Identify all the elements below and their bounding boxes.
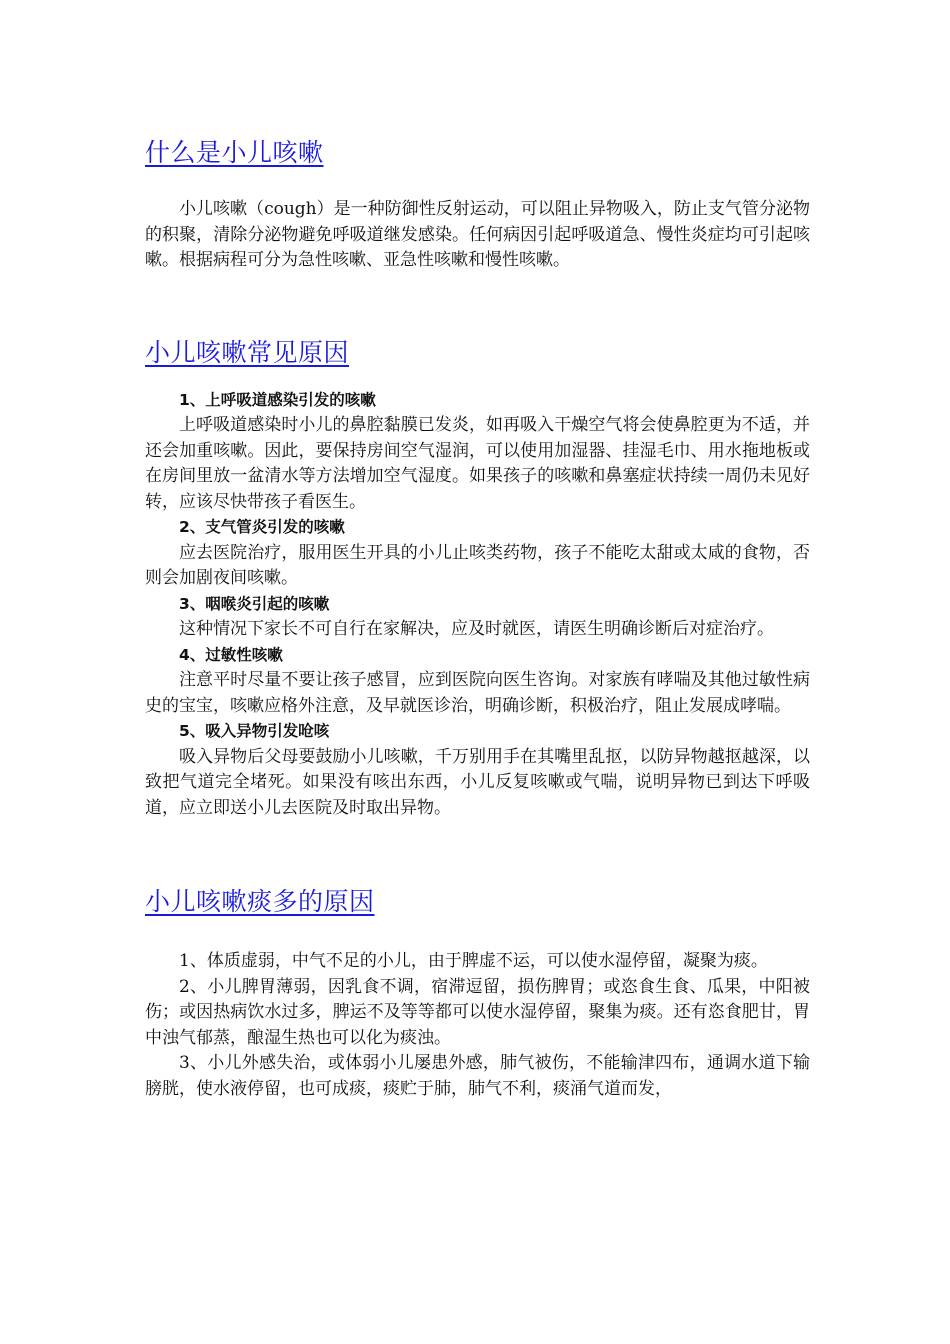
section-title-link[interactable]: 小儿咳嗽痰多的原因 [145, 887, 375, 916]
cause-text: 注意平时尽量不要让孩子感冒，应到医院向医生咨询。对家族有哮喘及其他过敏性病史的宝宝，咳嗽应格外注意，及早就医诊治，明确诊断，积极治疗，阻止发展成哮喘。 [145, 670, 810, 716]
cause-heading: 4、过敏性咳嗽 [179, 645, 283, 664]
section-common-causes [145, 336, 810, 822]
cause-text: 这种情况下家长不可自行在家解决，应及时就医，请医生明确诊断后对症治疗。 [179, 619, 774, 639]
document-content [145, 136, 810, 1102]
section-what-is-cough [145, 136, 810, 274]
cause-list [145, 388, 810, 822]
section-title-link[interactable]: 小儿咳嗽常见原因 [145, 337, 350, 367]
list-item: 1、体质虚弱，中气不足的小儿，由于脾虚不运，可以使水湿停留，凝聚为痰。 [179, 951, 768, 971]
cause-text: 上呼吸道感染时小儿的鼻腔黏膜已发炎，如再吸入干燥空气将会使鼻腔更为不适，并还会加重咳嗽。因此，要保持房间空气湿润，可以使用加湿器、挂湿毛巾、用水拖地板或在房间里放一盆清水等方法增加空气湿度。如果孩子的咳嗽和鼻塞症状持续一周仍未见好转，应该尽快带孩子看医生。 [145, 415, 810, 512]
cause-heading: 2、支气管炎引发的咳嗽 [179, 518, 345, 536]
cause-heading: 3、咽喉炎引起的咳嗽 [179, 594, 330, 613]
cause-heading: 1、上呼吸道感染引发的咳嗽 [179, 390, 376, 409]
cause-text: 吸入异物后父母要鼓励小儿咳嗽，千万别用手在其嘴里乱抠，以防异物越抠越深，以致把气道完全堵死。如果没有咳出东西，小儿反复咳嗽或气喘，说明异物已到达下呼吸道，应立即送小儿去医院及时取出异物。 [145, 746, 810, 818]
list-item: 3、小儿外感失治，或体弱小儿屡患外感，肺气被伤，不能输津四布，通调水道下输膀胱，使水液停留，也可成痰，痰贮于肺，肺气不利，痰涌气道而发， [145, 1053, 810, 1099]
phlegm-cause-list [145, 949, 810, 1102]
cause-heading: 5、吸入异物引发呛咳 [179, 722, 330, 740]
section-title-link[interactable]: 什么是小儿咳嗽 [145, 138, 324, 167]
paragraph: 小儿咳嗽（cough）是一种防御性反射运动，可以阻止异物吸入，防止支气管分泌物的积聚，清除分泌物避免呼吸道继发感染。任何病因引起呼吸道急、慢性炎症均可引起咳嗽。根据病程可分为急性咳嗽、亚急性咳嗽和慢性咳嗽。 [145, 199, 810, 270]
section-phlegm-causes [145, 885, 810, 1102]
cause-text: 应去医院治疗，服用医生开具的小儿止咳类药物，孩子不能吃太甜或太咸的食物，否则会加剧夜间咳嗽。 [145, 542, 810, 588]
list-item: 2、小儿脾胃薄弱，因乳食不调，宿滞逗留，损伤脾胃；或恣食生食、瓜果，中阳被伤；或因热病饮水过多，脾运不及等等都可以使水湿停留，聚集为痰。还有恣食肥甘，胃中浊气郁蒸，酿湿生热也可以化为痰浊。 [145, 976, 810, 1048]
